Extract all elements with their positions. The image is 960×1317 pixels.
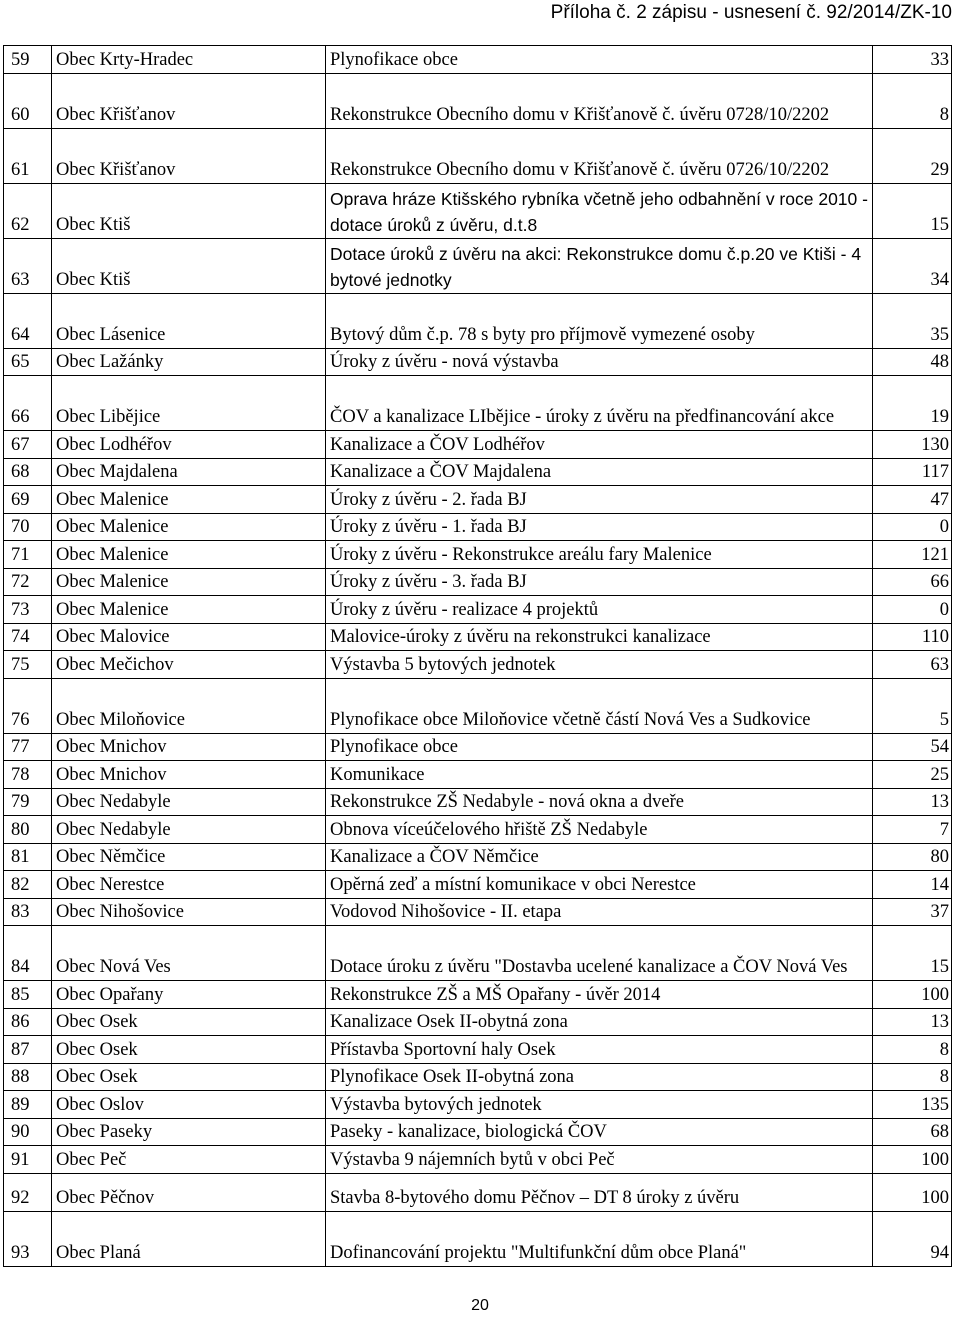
project-description: Úroky z úvěru - 1. řada BJ [326,513,873,541]
municipality-name: Obec Malenice [52,541,326,569]
municipality-name: Obec Malovice [52,623,326,651]
municipality-name: Obec Nerestce [52,871,326,899]
project-description: Kanalizace Osek II-obytná zona [326,1008,873,1036]
project-description: Rekonstrukce Obecního domu v Křišťanově č. úvěru 0726/10/2202 [326,128,873,183]
row-number: 66 [4,376,52,431]
project-description: Úroky z úvěru - 2. řada BJ [326,486,873,514]
project-description: Bytový dům č.p. 78 s byty pro příjmově vymezené osoby [326,293,873,348]
municipality-name: Obec Křišťanov [52,73,326,128]
amount: 33 [873,46,952,74]
project-description: Plynofikace obce [326,733,873,761]
table-row [4,486,952,514]
row-number: 59 [4,46,52,74]
amount: 68 [873,1118,952,1146]
amount: 80 [873,843,952,871]
row-number: 85 [4,981,52,1009]
amount: 29 [873,128,952,183]
amount: 34 [873,238,952,293]
row-number: 77 [4,733,52,761]
project-description: Obnova víceúčelového hřiště ZŠ Nedabyle [326,816,873,844]
amount: 13 [873,788,952,816]
municipality-name: Obec Opařany [52,981,326,1009]
municipality-name: Obec Mnichov [52,761,326,789]
row-number: 92 [4,1173,52,1211]
amount: 14 [873,871,952,899]
row-number: 81 [4,843,52,871]
table-row [4,651,952,679]
amount: 135 [873,1091,952,1119]
amount: 121 [873,541,952,569]
municipality-name: Obec Osek [52,1008,326,1036]
municipality-name: Obec Nedabyle [52,788,326,816]
table-row [4,1008,952,1036]
amount: 66 [873,568,952,596]
project-description: Výstavba bytových jednotek [326,1091,873,1119]
amount: 63 [873,651,952,679]
municipality-name: Obec Krty-Hradec [52,46,326,74]
municipality-name: Obec Pěčnov [52,1173,326,1211]
project-description: Dotace úroků z úvěru na akci: Rekonstrukce domu č.p.20 ve Ktiši - 4 bytové jednotky [326,238,873,293]
row-number: 61 [4,128,52,183]
municipality-name: Obec Ktiš [52,183,326,238]
row-number: 76 [4,678,52,733]
project-description: Vodovod Nihošovice - II. etapa [326,898,873,926]
row-number: 63 [4,238,52,293]
row-number: 78 [4,761,52,789]
amount: 100 [873,1173,952,1211]
table-row [4,678,952,733]
row-number: 84 [4,926,52,981]
project-description: Úroky z úvěru - realizace 4 projektů [326,596,873,624]
project-description: Rekonstrukce Obecního domu v Křišťanově č. úvěru 0728/10/2202 [326,73,873,128]
table-row [4,513,952,541]
row-number: 71 [4,541,52,569]
row-number: 87 [4,1036,52,1064]
municipality-name: Obec Miloňovice [52,678,326,733]
table-row [4,568,952,596]
project-description: Malovice-úroky z úvěru na rekonstrukci kanalizace [326,623,873,651]
project-description: Úroky z úvěru - nová výstavba [326,348,873,376]
municipality-name: Obec Malenice [52,568,326,596]
project-description: Dotace úroku z úvěru "Dostavba ucelené kanalizace a ČOV Nová Ves [326,926,873,981]
municipality-name: Obec Mnichov [52,733,326,761]
row-number: 75 [4,651,52,679]
row-number: 82 [4,871,52,899]
municipality-name: Obec Peč [52,1146,326,1174]
row-number: 91 [4,1146,52,1174]
amount: 94 [873,1211,952,1266]
municipality-name: Obec Ktiš [52,238,326,293]
subsidy-table [3,45,952,1267]
table-row [4,238,952,293]
project-description: Oprava hráze Ktišského rybníka včetně jeho odbahnění v roce 2010 - dotace úroků z úvěru, d.t.8 [326,183,873,238]
project-description: Plynofikace Osek II-obytná zona [326,1063,873,1091]
table-row [4,431,952,459]
municipality-name: Obec Nedabyle [52,816,326,844]
amount: 0 [873,513,952,541]
project-description: Úroky z úvěru - Rekonstrukce areálu fary Malenice [326,541,873,569]
project-description: Výstavba 5 bytových jednotek [326,651,873,679]
municipality-name: Obec Lažánky [52,348,326,376]
project-description: Komunikace [326,761,873,789]
amount: 47 [873,486,952,514]
project-description: Plynofikace obce Miloňovice včetně částí Nová Ves a Sudkovice [326,678,873,733]
municipality-name: Obec Mečichov [52,651,326,679]
table-row [4,46,952,74]
row-number: 80 [4,816,52,844]
table-row [4,73,952,128]
table-row [4,1173,952,1211]
project-description: Rekonstrukce ZŠ Nedabyle - nová okna a dveře [326,788,873,816]
table-row [4,128,952,183]
municipality-name: Obec Němčice [52,843,326,871]
amount: 0 [873,596,952,624]
table-row [4,376,952,431]
row-number: 86 [4,1008,52,1036]
table-row [4,871,952,899]
table-row [4,623,952,651]
amount: 25 [873,761,952,789]
amount: 7 [873,816,952,844]
table-row [4,1063,952,1091]
project-description: Kanalizace a ČOV Lodhéřov [326,431,873,459]
table-row [4,1036,952,1064]
municipality-name: Obec Nihošovice [52,898,326,926]
row-number: 73 [4,596,52,624]
municipality-name: Obec Libějice [52,376,326,431]
table-row [4,1118,952,1146]
project-description: Kanalizace a ČOV Majdalena [326,458,873,486]
amount: 48 [873,348,952,376]
amount: 35 [873,293,952,348]
row-number: 68 [4,458,52,486]
table-row [4,1211,952,1266]
table-row [4,541,952,569]
municipality-name: Obec Planá [52,1211,326,1266]
table-row [4,458,952,486]
project-description: Kanalizace a ČOV Němčice [326,843,873,871]
amount: 8 [873,1036,952,1064]
table-row [4,761,952,789]
project-description: Paseky - kanalizace, biologická ČOV [326,1118,873,1146]
row-number: 72 [4,568,52,596]
amount: 117 [873,458,952,486]
row-number: 64 [4,293,52,348]
amount: 100 [873,981,952,1009]
amount: 54 [873,733,952,761]
row-number: 67 [4,431,52,459]
municipality-name: Obec Osek [52,1036,326,1064]
municipality-name: Obec Křišťanov [52,128,326,183]
amount: 8 [873,1063,952,1091]
table-row [4,183,952,238]
row-number: 65 [4,348,52,376]
table-row [4,293,952,348]
row-number: 88 [4,1063,52,1091]
municipality-name: Obec Malenice [52,596,326,624]
amount: 13 [873,1008,952,1036]
municipality-name: Obec Lodhéřov [52,431,326,459]
document-header: Příloha č. 2 zápisu - usnesení č. 92/2014/ZK-10 [550,2,952,23]
row-number: 89 [4,1091,52,1119]
municipality-name: Obec Paseky [52,1118,326,1146]
table-row [4,788,952,816]
amount: 8 [873,73,952,128]
municipality-name: Obec Majdalena [52,458,326,486]
table-row [4,843,952,871]
row-number: 83 [4,898,52,926]
amount: 15 [873,926,952,981]
row-number: 69 [4,486,52,514]
table-row [4,926,952,981]
municipality-name: Obec Malenice [52,486,326,514]
project-description: ČOV a kanalizace LIbějice - úroky z úvěru na předfinancování akce [326,376,873,431]
municipality-name: Obec Osek [52,1063,326,1091]
row-number: 74 [4,623,52,651]
table-row [4,1146,952,1174]
row-number: 90 [4,1118,52,1146]
project-description: Stavba 8-bytového domu Pěčnov – DT 8 úroky z úvěru [326,1173,873,1211]
project-description: Plynofikace obce [326,46,873,74]
table-row [4,816,952,844]
project-description: Dofinancování projektu "Multifunkční dům obce Planá" [326,1211,873,1266]
project-description: Úroky z úvěru - 3. řada BJ [326,568,873,596]
table-body [4,46,952,1267]
amount: 110 [873,623,952,651]
row-number: 60 [4,73,52,128]
row-number: 93 [4,1211,52,1266]
table-row [4,898,952,926]
municipality-name: Obec Malenice [52,513,326,541]
table-row [4,1091,952,1119]
project-description: Přístavba Sportovní haly Osek [326,1036,873,1064]
municipality-name: Obec Oslov [52,1091,326,1119]
municipality-name: Obec Nová Ves [52,926,326,981]
amount: 100 [873,1146,952,1174]
municipality-name: Obec Lásenice [52,293,326,348]
row-number: 70 [4,513,52,541]
page-number: 20 [471,1297,489,1314]
table-row [4,596,952,624]
table-row [4,348,952,376]
project-description: Rekonstrukce ZŠ a MŠ Opařany - úvěr 2014 [326,981,873,1009]
amount: 19 [873,376,952,431]
table-row [4,981,952,1009]
row-number: 79 [4,788,52,816]
table-row [4,733,952,761]
row-number: 62 [4,183,52,238]
project-description: Výstavba 9 nájemních bytů v obci Peč [326,1146,873,1174]
amount: 15 [873,183,952,238]
project-description: Opěrná zeď a místní komunikace v obci Nerestce [326,871,873,899]
amount: 130 [873,431,952,459]
amount: 37 [873,898,952,926]
amount: 5 [873,678,952,733]
